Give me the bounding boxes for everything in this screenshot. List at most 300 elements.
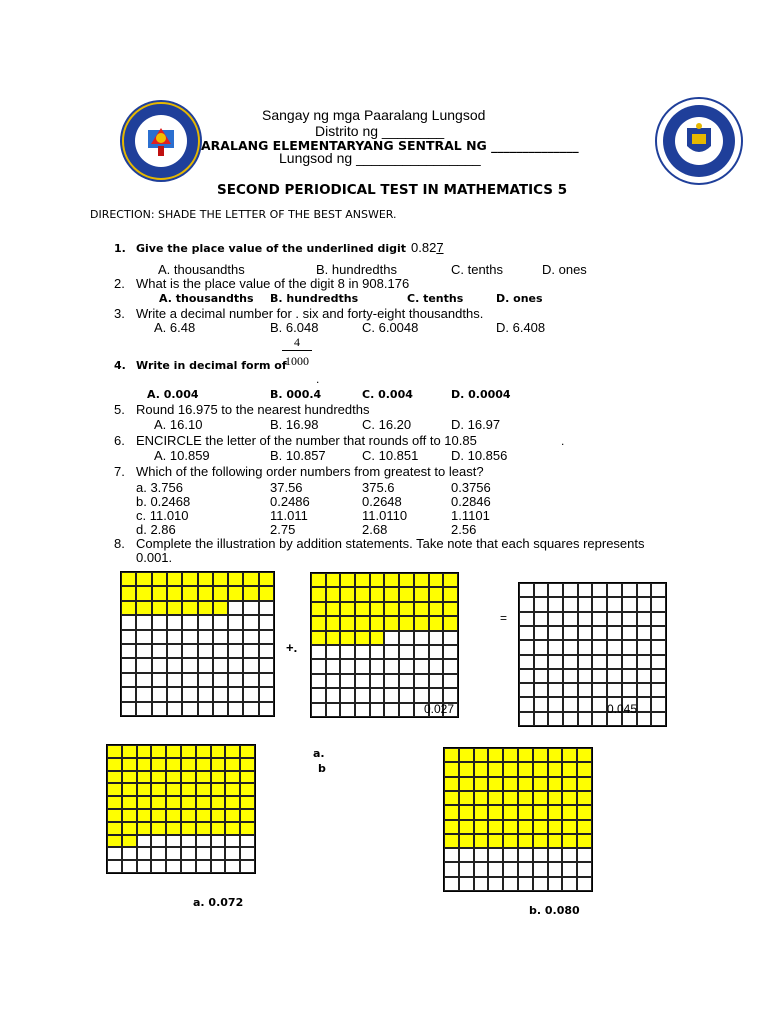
- grid-square: [548, 834, 563, 848]
- grid-square: [181, 847, 196, 860]
- grid-square: [562, 748, 577, 762]
- grid-square: [488, 805, 503, 819]
- grid-square: [459, 791, 474, 805]
- grid-square: [211, 758, 226, 771]
- grid-square: [196, 835, 211, 848]
- grid-square: [488, 834, 503, 848]
- grid-square: [503, 862, 518, 876]
- grid-square: [622, 597, 637, 611]
- hundred-grid-2: [310, 572, 459, 718]
- grid-square: [340, 659, 355, 673]
- grid-square: [166, 745, 181, 758]
- grid-square: [326, 688, 341, 702]
- grid-square: [503, 848, 518, 862]
- grid-square: [151, 835, 166, 848]
- grid-square: [562, 834, 577, 848]
- grid-square: [243, 630, 258, 644]
- grid-square: [311, 631, 326, 645]
- grid-square: [563, 712, 578, 726]
- q7-row-c-col1[interactable]: c. 11.010: [136, 508, 189, 523]
- grid-square: [519, 697, 534, 711]
- grid-square: [548, 697, 563, 711]
- hundred-grid-b: [443, 747, 593, 892]
- grid-square: [228, 658, 243, 672]
- hundred-grid-answer[interactable]: [518, 582, 667, 727]
- grid-square: [488, 748, 503, 762]
- grid-square: [211, 809, 226, 822]
- grid-square: [533, 805, 548, 819]
- q2-choice-d[interactable]: D. ones: [496, 292, 543, 305]
- grid-square: [196, 771, 211, 784]
- grid-square: [414, 645, 429, 659]
- grid-square: [622, 683, 637, 697]
- grid-square: [137, 796, 152, 809]
- grid-square: [259, 630, 274, 644]
- grid-square: [562, 805, 577, 819]
- grid-square: [444, 862, 459, 876]
- q4-choice-d[interactable]: D. 0.0004: [451, 388, 511, 401]
- grid-square: [622, 640, 637, 654]
- grid-square: [577, 762, 592, 776]
- q2-choice-a[interactable]: A. thousandths: [159, 292, 254, 305]
- grid-square: [240, 745, 255, 758]
- grid-square: [182, 601, 197, 615]
- question-3-text: Write a decimal number for . six and forty-eight thousandths.: [136, 306, 484, 321]
- question-4-number: 4.: [114, 359, 126, 372]
- q3-choice-d[interactable]: D. 6.408: [496, 320, 546, 335]
- q4-choice-a[interactable]: A. 0.004: [147, 388, 199, 401]
- grid-square: [228, 586, 243, 600]
- grid-square: [577, 777, 592, 791]
- grid-square: [399, 659, 414, 673]
- grid-square: [196, 783, 211, 796]
- grid-square: [577, 748, 592, 762]
- grid-square: [578, 712, 593, 726]
- grid-square: [622, 655, 637, 669]
- grid-square: [166, 809, 181, 822]
- grid-square: [259, 615, 274, 629]
- grid-square: [548, 862, 563, 876]
- grid-square: [592, 655, 607, 669]
- grid-square: [592, 683, 607, 697]
- grid-square: [151, 809, 166, 822]
- grid-square: [151, 822, 166, 835]
- grid-square: [121, 658, 136, 672]
- q7-row-b-col4: 0.2846: [451, 494, 491, 509]
- grid-square: [182, 673, 197, 687]
- grid-square: [443, 602, 458, 616]
- question-8-text: Complete the illustration by addition statements. Take note that each squares represents: [136, 536, 645, 551]
- grid-square: [136, 702, 151, 716]
- grid-square: [151, 847, 166, 860]
- grid-square: [311, 616, 326, 630]
- label-small-a: a.: [313, 747, 325, 760]
- grid-square: [370, 659, 385, 673]
- header-line-2: Distrito ng ________: [315, 123, 445, 139]
- grid-square: [196, 860, 211, 873]
- grid-square: [107, 835, 122, 848]
- grid-square: [122, 809, 137, 822]
- q6-choice-c[interactable]: C. 10.851: [362, 448, 419, 463]
- hundred-grid-1: [120, 571, 275, 717]
- grid-square: [578, 597, 593, 611]
- grid-square: [622, 612, 637, 626]
- grid-square: [355, 659, 370, 673]
- grid-square: [107, 847, 122, 860]
- q5-choice-b[interactable]: B. 16.98: [270, 417, 319, 432]
- grid-square: [577, 834, 592, 848]
- grid-square: [399, 688, 414, 702]
- grid-square: [259, 673, 274, 687]
- plus-sign: +.: [286, 640, 298, 655]
- grid-square: [548, 791, 563, 805]
- grid-square: [563, 640, 578, 654]
- grid-square: [166, 860, 181, 873]
- grid-square: [637, 683, 652, 697]
- grid-square: [384, 573, 399, 587]
- grid-square: [459, 862, 474, 876]
- grid-square: [474, 877, 489, 891]
- question-4-text: Write in decimal form of: [136, 359, 287, 372]
- grid-square: [167, 673, 182, 687]
- grid-square: [429, 573, 444, 587]
- grid-square: [459, 820, 474, 834]
- grid-square: [399, 674, 414, 688]
- grid-square: [166, 771, 181, 784]
- fraction-numerator: 4: [294, 335, 300, 349]
- grid-square: [651, 697, 666, 711]
- grid-square: [228, 673, 243, 687]
- grid-square: [533, 748, 548, 762]
- caption-b[interactable]: b. 0.080: [529, 904, 580, 917]
- grid-square: [196, 745, 211, 758]
- grid-square: [637, 712, 652, 726]
- grid-square: [548, 583, 563, 597]
- grid-square: [311, 703, 326, 717]
- grid-square: [370, 587, 385, 601]
- grid-square: [651, 669, 666, 683]
- grid-square: [326, 573, 341, 587]
- grid-square: [181, 835, 196, 848]
- q2-choice-b[interactable]: B. hundredths: [270, 292, 359, 305]
- grid-square: [213, 572, 228, 586]
- grid-square: [311, 674, 326, 688]
- grid-square: [577, 862, 592, 876]
- grid-square: [488, 791, 503, 805]
- question-6-text: ENCIRCLE the letter of the number that rounds off to 10.85: [136, 433, 477, 448]
- grid-square: [503, 748, 518, 762]
- caption-a[interactable]: a. 0.072: [193, 896, 244, 909]
- question-8-text-2: 0.001.: [136, 550, 173, 565]
- q5-choice-c[interactable]: C. 16.20: [362, 417, 412, 432]
- grid-square: [198, 586, 213, 600]
- grid-square: [107, 822, 122, 835]
- grid-square: [225, 745, 240, 758]
- grid-square: [182, 687, 197, 701]
- grid-square: [198, 687, 213, 701]
- value-prefix: 0.82: [411, 240, 437, 255]
- grid-square: [548, 877, 563, 891]
- grid-square: [592, 626, 607, 640]
- grid-square: [228, 644, 243, 658]
- grid-square: [519, 640, 534, 654]
- grid-square: [225, 758, 240, 771]
- grid-square: [243, 687, 258, 701]
- grid-square: [355, 688, 370, 702]
- grid-square: [548, 683, 563, 697]
- grid-square: [213, 673, 228, 687]
- q1-choice-a[interactable]: A. thousandths: [158, 262, 245, 277]
- grid-square: [488, 848, 503, 862]
- grid-square: [399, 645, 414, 659]
- grid-square: [414, 587, 429, 601]
- question-2-number: 2.: [114, 276, 125, 291]
- q6-choice-d[interactable]: D. 10.856: [451, 448, 508, 463]
- grid-square: [519, 655, 534, 669]
- grid-square: [607, 597, 622, 611]
- grid-square: [137, 847, 152, 860]
- grid-square: [651, 626, 666, 640]
- grid-square: [384, 616, 399, 630]
- q6-choice-b[interactable]: B. 10.857: [270, 448, 326, 463]
- grid-square: [563, 669, 578, 683]
- grid-square: [211, 835, 226, 848]
- grid-square: [444, 805, 459, 819]
- grid-square: [562, 848, 577, 862]
- grid-square: [533, 862, 548, 876]
- grid-square: [311, 688, 326, 702]
- grid-square: [399, 573, 414, 587]
- grid-square: [136, 572, 151, 586]
- grid-square: [607, 640, 622, 654]
- grid-square: [577, 848, 592, 862]
- grid-square: [136, 673, 151, 687]
- grid-square: [228, 572, 243, 586]
- grid-square: [518, 820, 533, 834]
- grid-square: [443, 631, 458, 645]
- grid-square: [228, 687, 243, 701]
- grid-square: [414, 573, 429, 587]
- grid-square: [370, 573, 385, 587]
- grid-square: [533, 834, 548, 848]
- grid-square: [225, 822, 240, 835]
- grid-square: [121, 601, 136, 615]
- grid-square: [213, 644, 228, 658]
- fraction-denominator: 1000: [285, 354, 309, 368]
- q5-choice-a[interactable]: A. 16.10: [154, 417, 203, 432]
- grid-square: [548, 712, 563, 726]
- grid-square: [414, 659, 429, 673]
- grid-square: [240, 796, 255, 809]
- grid-square: [563, 597, 578, 611]
- grid-square: [651, 640, 666, 654]
- question-6-number: 6.: [114, 433, 125, 448]
- grid-square: [577, 820, 592, 834]
- grid-square: [225, 835, 240, 848]
- grid-square: [651, 683, 666, 697]
- grid-square: [121, 673, 136, 687]
- q1-choice-d[interactable]: D. ones: [542, 262, 587, 277]
- grid-square: [534, 626, 549, 640]
- grid-square: [578, 655, 593, 669]
- grid-square: [213, 702, 228, 716]
- grid-square: [518, 877, 533, 891]
- grid-square: [548, 655, 563, 669]
- grid-square: [152, 702, 167, 716]
- grid-square: [355, 616, 370, 630]
- grid-square: [518, 791, 533, 805]
- q3-choice-c[interactable]: C. 6.0048: [362, 320, 419, 335]
- grid-square: [198, 702, 213, 716]
- grid-square: [562, 777, 577, 791]
- grid-square: [443, 674, 458, 688]
- grid-square: [243, 644, 258, 658]
- grid-square: [167, 658, 182, 672]
- grid-square: [182, 615, 197, 629]
- grid-square: [211, 796, 226, 809]
- grid-square: [167, 687, 182, 701]
- q3-choice-b[interactable]: B. 6.048: [270, 320, 319, 335]
- grid-square: [355, 573, 370, 587]
- grid-square: [533, 762, 548, 776]
- grid-square: [213, 615, 228, 629]
- label-small-b: b: [318, 762, 326, 775]
- grid-square: [121, 630, 136, 644]
- grid-square: [578, 612, 593, 626]
- grid-square: [137, 783, 152, 796]
- grid-square: [122, 822, 137, 835]
- q1-choice-b[interactable]: B. hundredths: [316, 262, 397, 277]
- grid-square: [121, 644, 136, 658]
- q4-choice-b[interactable]: B. 000.4: [270, 388, 322, 401]
- grid-square: [370, 674, 385, 688]
- grid-square: [196, 809, 211, 822]
- grid-square: [259, 702, 274, 716]
- grid-square: [443, 587, 458, 601]
- grid-square: [151, 771, 166, 784]
- grid-square: [182, 572, 197, 586]
- grid-square: [592, 697, 607, 711]
- deped-seal-logo: [654, 96, 744, 186]
- grid-square: [519, 683, 534, 697]
- grid-square: [196, 796, 211, 809]
- grid-square: [607, 612, 622, 626]
- grid-square: [518, 748, 533, 762]
- grid-square: [107, 860, 122, 873]
- grid-square: [577, 791, 592, 805]
- grid-square: [534, 583, 549, 597]
- q7-row-a-col1[interactable]: a. 3.756: [136, 480, 183, 495]
- grid-square: [443, 573, 458, 587]
- grid-square: [444, 848, 459, 862]
- grid-square: [519, 612, 534, 626]
- question-5-text: Round 16.975 to the nearest hundredths: [136, 402, 370, 417]
- grid-square: [167, 615, 182, 629]
- grid-square: [563, 655, 578, 669]
- grid-square: [651, 612, 666, 626]
- value-underlined-digit: 7: [436, 240, 444, 255]
- grid-square: [444, 777, 459, 791]
- grid-square: [637, 697, 652, 711]
- grid-square: [622, 626, 637, 640]
- grid-square: [474, 777, 489, 791]
- grid-square: [136, 586, 151, 600]
- grid-square: [399, 587, 414, 601]
- grid-square: [637, 612, 652, 626]
- grid-square: [152, 572, 167, 586]
- grid-square: [122, 783, 137, 796]
- school-seal-logo: [118, 98, 204, 184]
- grid-square: [534, 640, 549, 654]
- grid-square: [340, 587, 355, 601]
- grid-square: [563, 583, 578, 597]
- q7-row-d-col1[interactable]: d. 2.86: [136, 522, 176, 537]
- grid-square: [548, 626, 563, 640]
- grid-square: [225, 847, 240, 860]
- grid-square: [151, 758, 166, 771]
- grid-square: [444, 820, 459, 834]
- grid-square: [519, 669, 534, 683]
- grid-square: [122, 771, 137, 784]
- grid-square: [167, 630, 182, 644]
- grid-square: [533, 791, 548, 805]
- grid-square: [429, 631, 444, 645]
- grid-square: [240, 860, 255, 873]
- grid-square: [181, 796, 196, 809]
- grid-square: [243, 702, 258, 716]
- grid-square: [152, 615, 167, 629]
- grid-square: [326, 674, 341, 688]
- q4-choice-c[interactable]: C. 0.004: [362, 388, 413, 401]
- grid-square: [443, 645, 458, 659]
- grid-square: [429, 688, 444, 702]
- grid-square: [340, 688, 355, 702]
- q3-choice-a[interactable]: A. 6.48: [154, 320, 196, 335]
- grid-square: [326, 703, 341, 717]
- grid-square: [137, 809, 152, 822]
- grid-square: [243, 572, 258, 586]
- question-1-text: Give the place value of the underlined digit: [136, 242, 407, 255]
- q5-choice-d[interactable]: D. 16.97: [451, 417, 501, 432]
- q1-choice-c[interactable]: C. tenths: [451, 262, 504, 277]
- grid-square: [488, 762, 503, 776]
- q2-choice-c[interactable]: C. tenths: [407, 292, 464, 305]
- grid-square: [225, 796, 240, 809]
- grid-square: [444, 834, 459, 848]
- q7-row-a-col2: 37.56: [270, 480, 303, 495]
- question-2-text: What is the place value of the digit 8 in 908.176: [136, 276, 410, 291]
- grid-square: [577, 877, 592, 891]
- q7-row-c-col3: 11.0110: [362, 508, 408, 523]
- question-8-number: 8.: [114, 536, 125, 551]
- grid-square: [122, 847, 137, 860]
- grid-square: [122, 860, 137, 873]
- q6-choice-a[interactable]: A. 10.859: [154, 448, 210, 463]
- grid-square: [182, 586, 197, 600]
- grid-square: [578, 669, 593, 683]
- grid-square: [136, 615, 151, 629]
- grid-square: [444, 762, 459, 776]
- q7-row-b-col1[interactable]: b. 0.2468: [136, 494, 191, 509]
- hundred-grid-a: [106, 744, 256, 874]
- grid-square: [198, 673, 213, 687]
- grid-square: [578, 583, 593, 597]
- grid-square: [211, 822, 226, 835]
- grid-square: [259, 586, 274, 600]
- grid-square: [414, 688, 429, 702]
- grid-square: [181, 822, 196, 835]
- grid-square: [459, 762, 474, 776]
